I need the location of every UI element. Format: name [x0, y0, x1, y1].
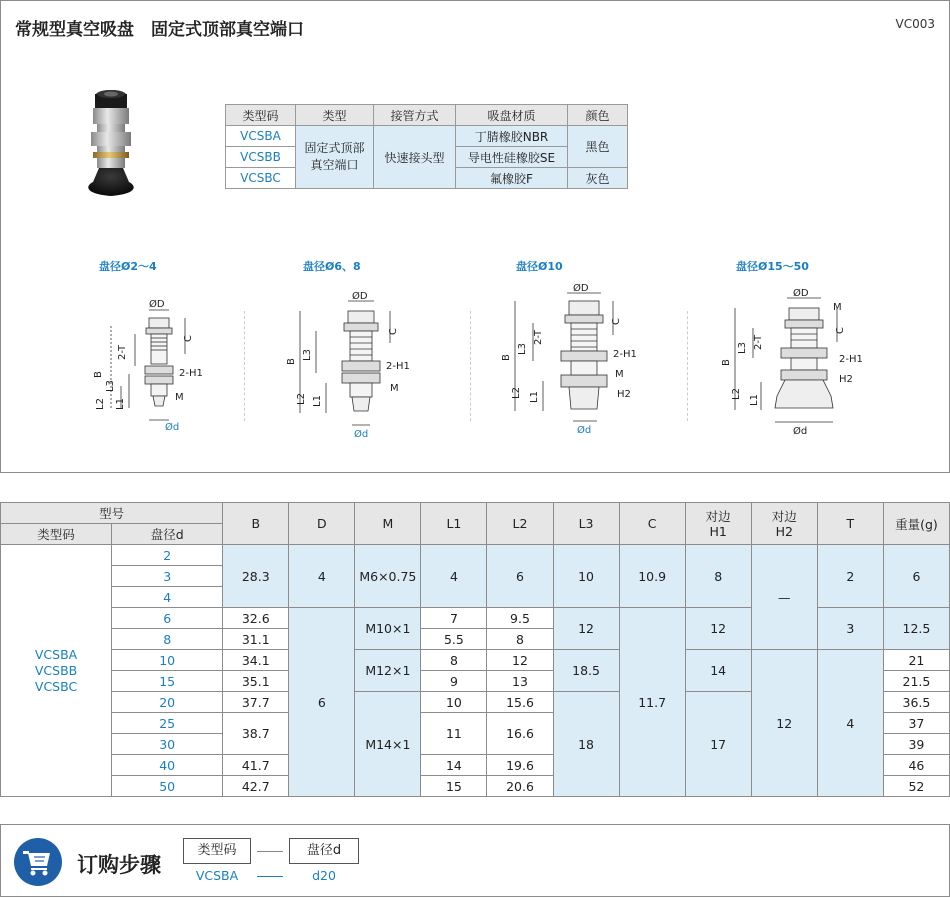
dim-label-C: C: [611, 318, 622, 325]
cell-L3: 12: [553, 608, 619, 650]
order-title: 订购步骤: [77, 853, 161, 877]
cell-M: M6×0.75: [355, 545, 421, 608]
th-type-code: 类型码: [1, 524, 112, 545]
dim-label-d: Ød: [165, 422, 180, 433]
cell-T: 2: [817, 545, 883, 608]
order-separator: [257, 851, 283, 852]
order-field-type-code: 类型码: [183, 838, 251, 864]
th-B: B: [223, 503, 289, 545]
diameter-cell: 10: [112, 650, 223, 671]
product-code: VC003: [895, 17, 935, 31]
cell-D: 6: [289, 608, 355, 797]
diameter-cell: 25: [112, 713, 223, 734]
type-code-vcsbc: VCSBC: [34, 678, 78, 694]
th-D: D: [289, 503, 355, 545]
cart-icon: [14, 838, 62, 886]
dim-label-L2: L2: [95, 398, 106, 410]
th-C: C: [619, 503, 685, 545]
cell-L1: 15: [421, 776, 487, 797]
th-material: 吸盘材质: [456, 105, 568, 126]
type-code-vcsbb: VCSBB: [226, 147, 296, 168]
cell-L3: 18: [553, 692, 619, 797]
order-field-diameter: 盘径d: [289, 838, 359, 864]
cell-L1: 4: [421, 545, 487, 608]
cell-L1: 10: [421, 692, 487, 713]
dim-label-L3: L3: [105, 380, 116, 392]
cell-H1: 17: [685, 692, 751, 797]
cell-L2: 20.6: [487, 776, 553, 797]
dim-label-T: 2-T: [753, 334, 764, 350]
dimension-drawing-2-4: [91, 296, 221, 436]
cell-L2: 16.6: [487, 713, 553, 755]
cell-L1: 9: [421, 671, 487, 692]
type-desc: [296, 126, 374, 189]
cell-M: M12×1: [355, 650, 421, 692]
drawing-label-15-50: 盘径Ø15～50: [736, 260, 809, 273]
th-connection: 接管方式: [374, 105, 456, 126]
dim-label-L2: L2: [511, 387, 522, 399]
dim-label-D: ØD: [352, 291, 368, 302]
th-H2: 对边 H2: [751, 503, 817, 545]
order-example-separator: [257, 876, 283, 877]
dim-label-L1: L1: [749, 394, 760, 406]
cell-T: 4: [817, 650, 883, 797]
diameter-cell: 15: [112, 671, 223, 692]
dim-label-H2: H2: [617, 389, 631, 400]
cell-T: 3: [817, 608, 883, 650]
cell-L2: 9.5: [487, 608, 553, 629]
cell-B: 41.7: [223, 755, 289, 776]
cell-B: 42.7: [223, 776, 289, 797]
dim-label-L1: L1: [529, 391, 540, 403]
cell-H1: 8: [685, 545, 751, 608]
type-code-list: [1, 545, 112, 797]
dim-label-M: M: [175, 392, 184, 403]
diameter-cell: 2: [112, 545, 223, 566]
th-color: 颜色: [568, 105, 628, 126]
drawing-divider: [687, 311, 688, 421]
type-code-vcsbb: VCSBB: [34, 662, 78, 678]
material-se: 导电性硅橡胶SE: [456, 147, 568, 168]
dim-label-C: C: [388, 328, 399, 335]
dim-label-L1: L1: [312, 395, 323, 407]
th-type-code: 类型码: [226, 105, 296, 126]
cell-B: 31.1: [223, 629, 289, 650]
diameter-cell: 3: [112, 566, 223, 587]
cell-weight: 6: [883, 545, 949, 608]
th-T: T: [817, 503, 883, 545]
cell-L3: 10: [553, 545, 619, 608]
dim-label-H1: 2-H1: [179, 368, 203, 379]
cell-L2: 8: [487, 629, 553, 650]
cell-M: M10×1: [355, 608, 421, 650]
dim-label-H2: H2: [839, 374, 853, 385]
cell-B: 28.3: [223, 545, 289, 608]
dim-label-H1: 2-H1: [613, 349, 637, 360]
page-title: 常规型真空吸盘 固定式顶部真空端口: [15, 20, 304, 40]
type-code-vcsba: VCSBA: [34, 646, 78, 662]
dim-label-D: ØD: [793, 288, 809, 299]
dimension-data-table: [0, 502, 950, 797]
dim-label-L2: L2: [731, 388, 742, 400]
cell-L2: 6: [487, 545, 553, 608]
dim-label-d: Ød: [577, 425, 592, 436]
dim-label-L3: L3: [302, 349, 313, 361]
cell-L1: 11: [421, 713, 487, 755]
dimension-drawing-6-8: [286, 291, 426, 441]
cell-L1: 14: [421, 755, 487, 776]
cell-weight: 12.5: [883, 608, 949, 650]
dim-label-H1: 2-H1: [839, 354, 863, 365]
th-type: 类型: [296, 105, 374, 126]
cell-B: 37.7: [223, 692, 289, 713]
material-f: 氟橡胶F: [456, 168, 568, 189]
cell-weight: 46: [883, 755, 949, 776]
type-code-vcsbc: VCSBC: [226, 168, 296, 189]
color-black: 黑色: [568, 126, 628, 168]
dim-label-L1: L1: [115, 398, 126, 410]
cell-L1: 8: [421, 650, 487, 671]
dim-label-M: M: [833, 302, 842, 313]
drawing-divider: [470, 311, 471, 421]
cell-weight: 21: [883, 650, 949, 671]
drawing-label-10: 盘径Ø10: [516, 260, 563, 273]
dim-label-d: Ød: [354, 429, 369, 440]
cell-L2: 13: [487, 671, 553, 692]
order-steps-panel: [0, 824, 950, 897]
th-diameter: 盘径d: [112, 524, 223, 545]
cell-B: 34.1: [223, 650, 289, 671]
product-photo: [65, 86, 165, 206]
cell-H2: —: [751, 545, 817, 650]
type-desc-text: 固定式顶部真空端口: [304, 141, 365, 172]
color-gray: 灰色: [568, 168, 628, 189]
cell-weight: 21.5: [883, 671, 949, 692]
dim-label-C: C: [183, 335, 194, 342]
cell-B: 35.1: [223, 671, 289, 692]
dim-label-L3: L3: [517, 343, 528, 355]
dim-label-M: M: [615, 369, 624, 380]
cell-H1: 14: [685, 650, 751, 692]
order-example-type-code: VCSBA: [195, 868, 239, 883]
cell-weight: 37: [883, 713, 949, 734]
cell-L1: 7: [421, 608, 487, 629]
cell-L1: 5.5: [421, 629, 487, 650]
diameter-cell: 8: [112, 629, 223, 650]
dimension-drawing-10: [501, 281, 651, 436]
dim-label-D: ØD: [149, 299, 165, 310]
dim-label-B: B: [93, 371, 104, 378]
cell-B: 38.7: [223, 713, 289, 755]
drawing-divider: [244, 311, 245, 421]
order-example-diameter: d20: [312, 868, 336, 883]
th-L3: L3: [553, 503, 619, 545]
cell-L2: 12: [487, 650, 553, 671]
th-weight: 重量(g): [883, 503, 949, 545]
cell-H2: 12: [751, 650, 817, 797]
material-nbr: 丁腈橡胶NBR: [456, 126, 568, 147]
cell-C: 11.7: [619, 608, 685, 797]
th-L2: L2: [487, 503, 553, 545]
dim-label-T: 2-T: [533, 329, 544, 345]
dim-label-L2: L2: [296, 393, 307, 405]
drawing-label-2-4: 盘径Ø2～4: [99, 260, 157, 273]
cell-C: 10.9: [619, 545, 685, 608]
cell-B: 32.6: [223, 608, 289, 629]
drawing-label-6-8: 盘径Ø6、8: [303, 260, 361, 273]
dim-label-d: Ød: [793, 426, 808, 436]
cell-D: 4: [289, 545, 355, 608]
connection-desc: 快速接头型: [374, 126, 456, 189]
cell-L3: 18.5: [553, 650, 619, 692]
cell-L2: 15.6: [487, 692, 553, 713]
cell-M: M14×1: [355, 692, 421, 797]
th-M: M: [355, 503, 421, 545]
cell-H1: 12: [685, 608, 751, 650]
cell-L2: 19.6: [487, 755, 553, 776]
dim-label-M: M: [390, 383, 399, 394]
dim-label-L3: L3: [737, 342, 748, 354]
dim-label-T: 2-T: [117, 344, 128, 360]
diameter-cell: 30: [112, 734, 223, 755]
type-spec-table: [225, 104, 628, 189]
diameter-cell: 20: [112, 692, 223, 713]
cell-weight: 39: [883, 734, 949, 755]
cell-weight: 36.5: [883, 692, 949, 713]
th-L1: L1: [421, 503, 487, 545]
type-code-vcsba: VCSBA: [226, 126, 296, 147]
diameter-cell: 40: [112, 755, 223, 776]
dim-label-D: ØD: [573, 283, 589, 294]
dim-label-B: B: [721, 359, 732, 366]
dim-label-H1: 2-H1: [386, 361, 410, 372]
dimension-drawing-15-50: [719, 286, 869, 436]
dim-label-C: C: [835, 327, 846, 334]
diameter-cell: 50: [112, 776, 223, 797]
dim-label-B: B: [501, 354, 512, 361]
cell-weight: 52: [883, 776, 949, 797]
th-model: 型号: [1, 503, 223, 524]
diameter-cell: 4: [112, 587, 223, 608]
diameter-cell: 6: [112, 608, 223, 629]
th-H1: 对边 H1: [685, 503, 751, 545]
dim-label-B: B: [286, 358, 297, 365]
